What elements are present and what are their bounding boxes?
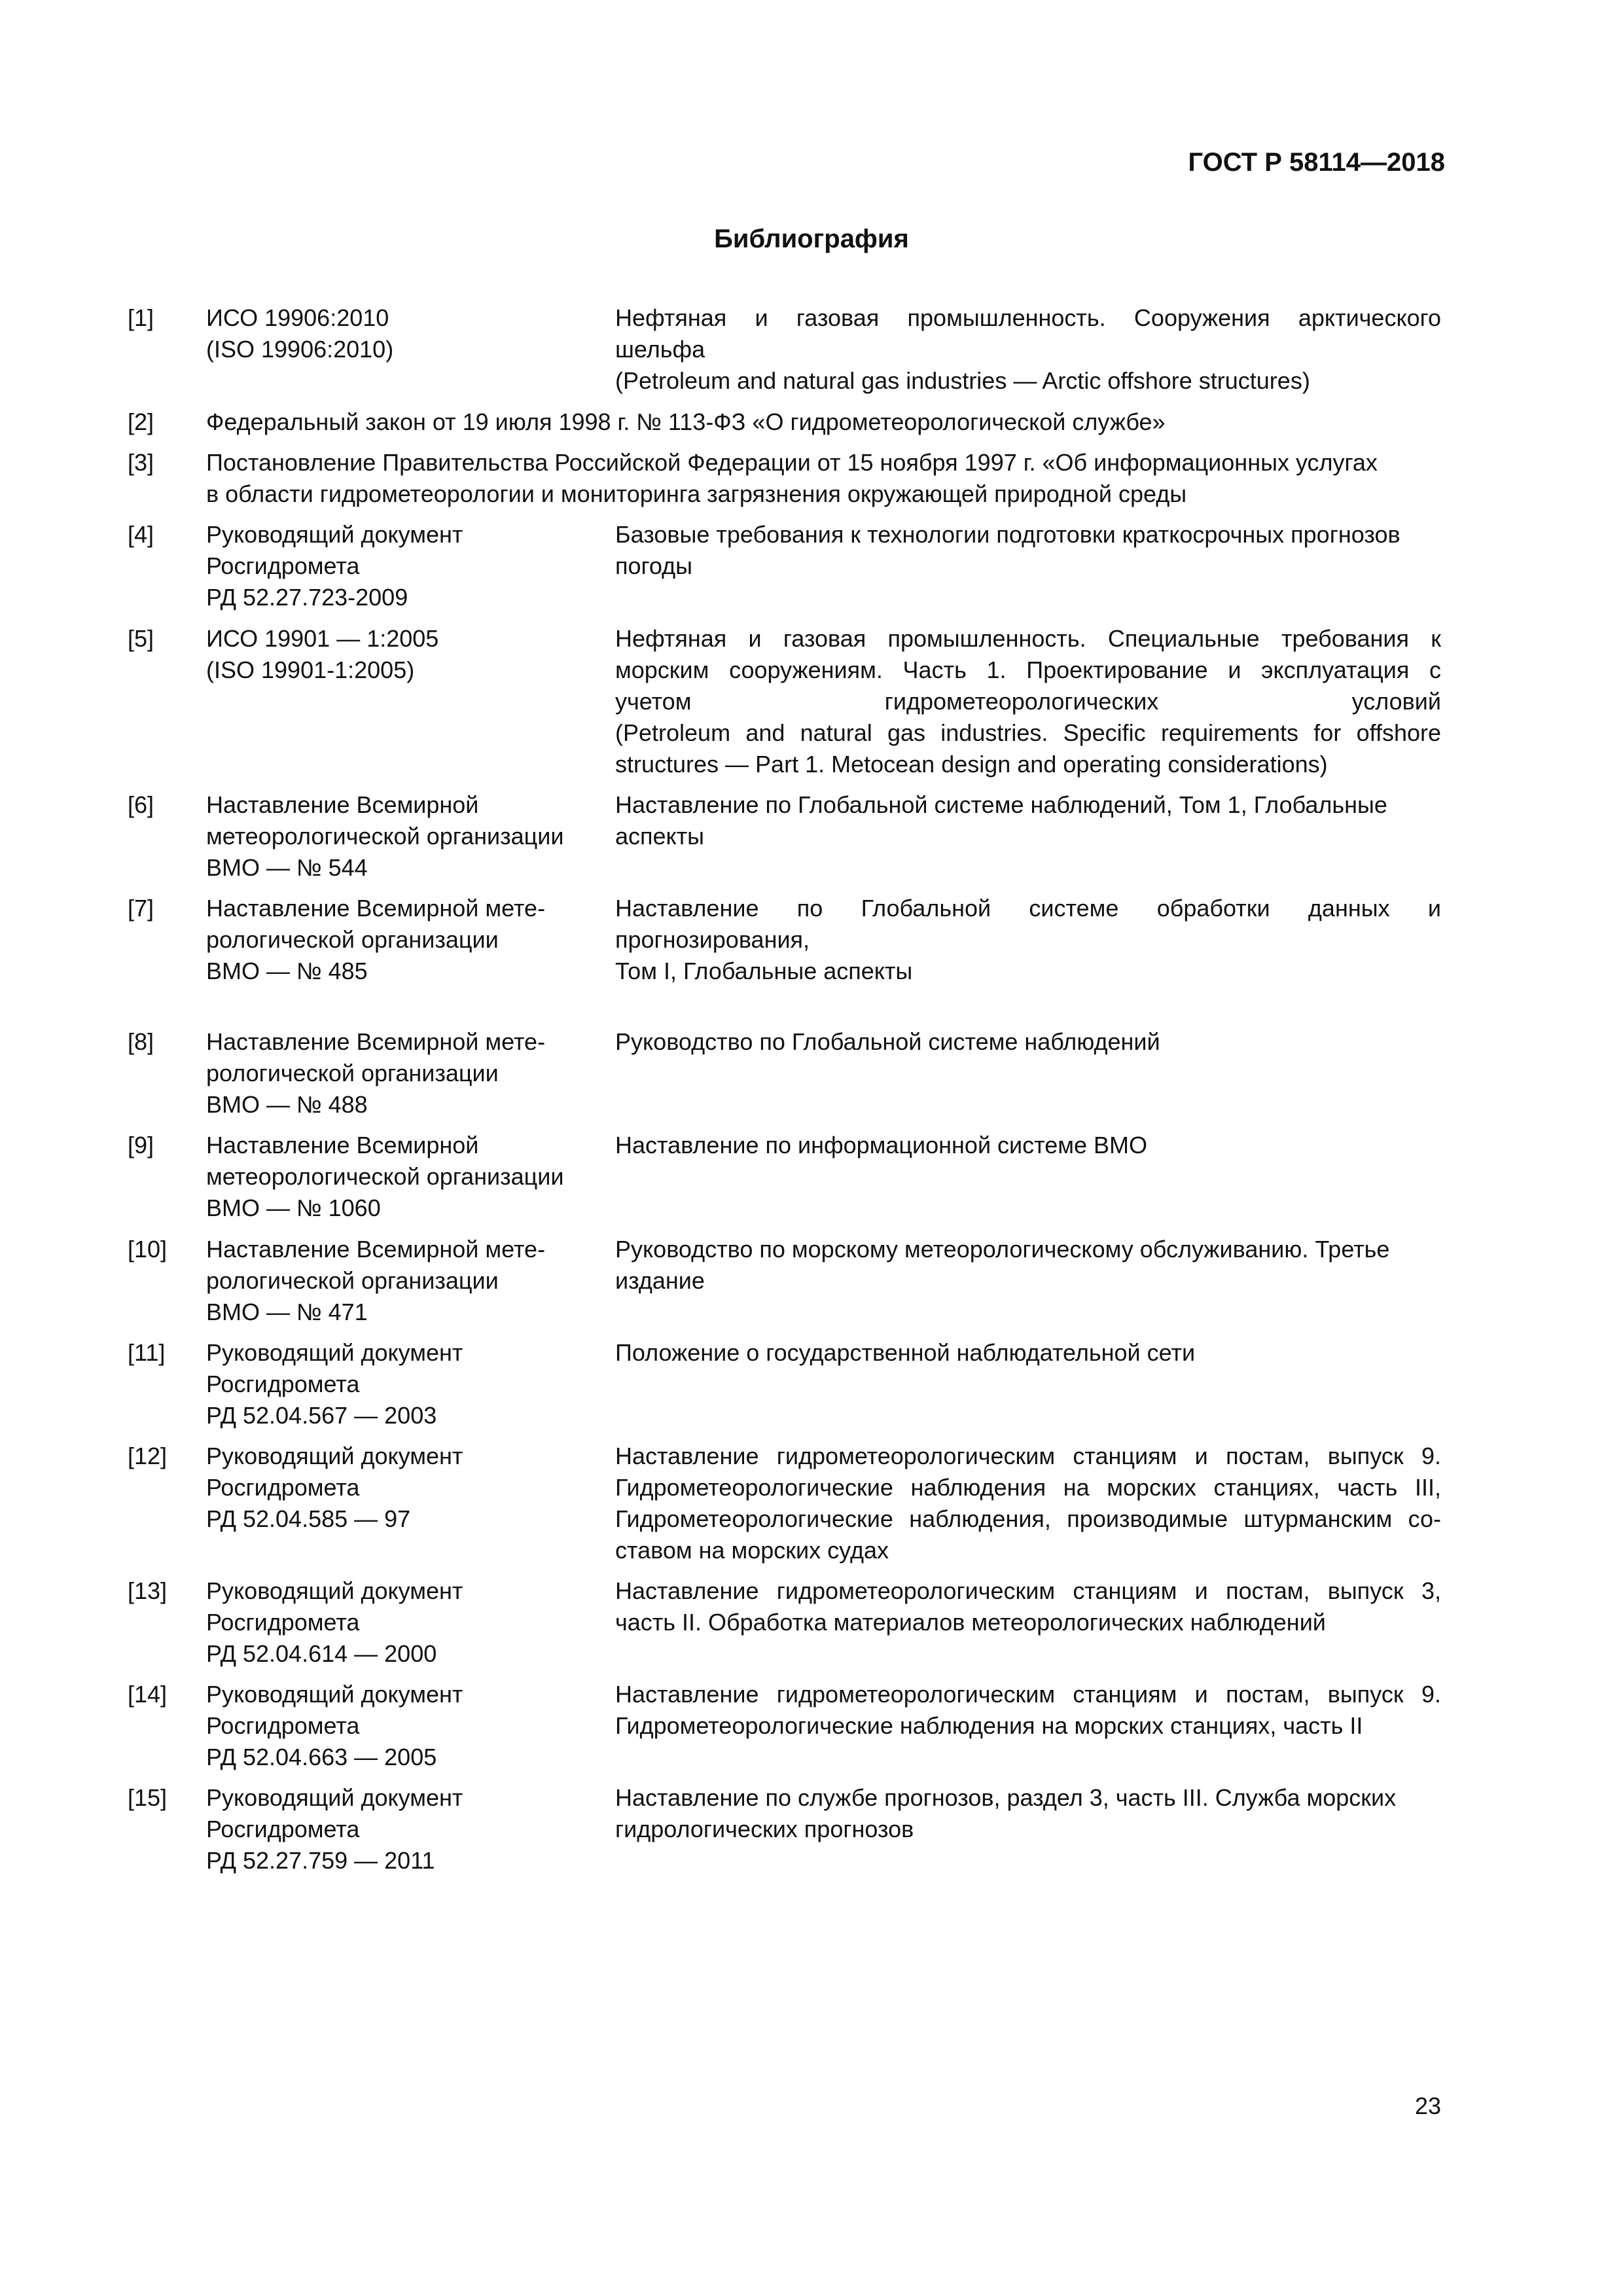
text-line: РД 52.04.567 — 2003 <box>206 1402 437 1429</box>
page-number: 23 <box>1414 2092 1441 2119</box>
text-line: ВМО — № 485 <box>206 958 368 984</box>
page-title: Библиография <box>714 224 909 253</box>
text-line: ВМО — № 1060 <box>206 1194 381 1221</box>
entry-source <box>206 1575 592 1670</box>
entry-source <box>206 1130 592 1224</box>
text-line: морским сооружениям. Часть 1. Проектирование и эксплуатация с <box>615 656 1441 683</box>
text-line: РД 52.27.759 — 2011 <box>206 1847 435 1874</box>
text-line: часть II. Обработка материалов метеорологических наблюдений <box>615 1609 1326 1636</box>
entry-number: [8] <box>128 1028 154 1055</box>
text-line: ВМО — № 471 <box>206 1299 368 1325</box>
entry-number: [5] <box>128 625 154 652</box>
text-line: (ISO 19906:2010) <box>206 336 394 363</box>
entry-description <box>615 1234 1441 1297</box>
text-line: учетом гидрометеорологических условий <box>615 688 1441 715</box>
entry-source <box>206 1782 592 1876</box>
text-line: Руководство по морскому метеорологическому обслуживанию. Третье <box>615 1236 1390 1263</box>
entry-description <box>615 1679 1441 1742</box>
text-line: ВМО — № 544 <box>206 854 368 881</box>
entry-number: [12] <box>128 1443 168 1469</box>
text-line: Гидрометеорологические наблюдения на морских станциях, часть III, <box>615 1474 1441 1501</box>
entry-source <box>206 1679 592 1773</box>
text-line: ВМО — № 488 <box>206 1091 368 1118</box>
text-line: Наставление Всемирной <box>206 791 479 818</box>
text-line: (Petroleum and natural gas industries — Arctic offshore structures) <box>615 367 1310 394</box>
entry-description <box>615 623 1441 780</box>
text-line: Росгидромета <box>206 1371 360 1397</box>
text-line: рологической организации <box>206 1060 499 1086</box>
entry-number: [13] <box>128 1577 168 1604</box>
entry-full-text <box>206 406 1441 438</box>
text-line: РД 52.04.614 — 2000 <box>206 1640 437 1667</box>
text-line: Наставление гидрометеорологическим станциям и постам, выпуск 3, <box>615 1577 1441 1604</box>
text-line: гидрологических прогнозов <box>615 1816 914 1842</box>
entry-number: [6] <box>128 791 154 818</box>
entry-source <box>206 1026 592 1121</box>
entry-number: [3] <box>128 449 154 476</box>
text-line: метеорологической организации <box>206 1163 564 1190</box>
entry-description <box>615 1782 1441 1845</box>
text-line: ставом на морских судах <box>615 1537 889 1564</box>
entry-source <box>206 302 592 365</box>
entry-description <box>615 519 1441 582</box>
text-line: рологической организации <box>206 926 499 953</box>
entry-number: [10] <box>128 1236 168 1263</box>
text-line: Базовые требования к технологии подготовки краткосрочных прогнозов <box>615 521 1400 548</box>
text-line: Нефтяная и газовая промышленность. Специальные требования к <box>615 625 1441 652</box>
entry-description <box>615 302 1441 397</box>
entry-full-text <box>206 447 1441 510</box>
text-line: Руководящий документ <box>206 1681 463 1708</box>
text-line: рологической организации <box>206 1267 499 1294</box>
text-line: Гидрометеорологические наблюдения, производимые штурманским со- <box>615 1505 1441 1532</box>
text-line: прогнозирования, <box>615 926 810 953</box>
text-line: ИСО 19901 — 1:2005 <box>206 625 439 652</box>
text-line: (Petroleum and natural gas industries. Specific requirements for offshore <box>615 719 1441 746</box>
text-line: Наставление Всемирной мете- <box>206 1236 546 1263</box>
text-line: Наставление по Глобальной системе наблюдений, Том 1, Глобальные <box>615 791 1387 818</box>
text-line: Росгидромета <box>206 1609 360 1636</box>
text-line: Постановление Правительства Российской Федерации от 15 ноября 1997 г. «Об информационных услугах <box>206 449 1378 476</box>
entry-description <box>615 1575 1441 1638</box>
text-line: ИСО 19906:2010 <box>206 304 389 331</box>
entry-description <box>615 1130 1441 1161</box>
entry-number: [9] <box>128 1132 154 1158</box>
text-line: Наставление Всемирной мете- <box>206 895 546 922</box>
text-line: Росгидромета <box>206 1816 360 1842</box>
text-line: метеорологической организации <box>206 823 564 850</box>
entry-source <box>206 789 592 884</box>
text-line: шельфа <box>615 336 705 363</box>
text-line: (ISO 19901-1:2005) <box>206 656 415 683</box>
text-line: Наставление гидрометеорологическим станциям и постам, выпуск 9. <box>615 1443 1441 1469</box>
entry-number: [1] <box>128 304 154 331</box>
entry-source <box>206 623 592 686</box>
text-line: аспекты <box>615 823 705 850</box>
entry-number: [14] <box>128 1681 168 1708</box>
text-line: structures — Part 1. Metocean design and operating considerations) <box>615 751 1328 778</box>
text-line: Том I, Глобальные аспекты <box>615 958 913 984</box>
text-line: в области гидрометеорологии и мониторинга загрязнения окружающей природной среды <box>206 480 1187 507</box>
text-line: Руководящий документ <box>206 1339 463 1366</box>
text-line: РД 52.04.663 — 2005 <box>206 1744 437 1770</box>
text-line: Росгидромета <box>206 552 360 579</box>
entry-description <box>615 1337 1441 1369</box>
text-line: Федеральный закон от 19 июля 1998 г. № 113-ФЗ «О гидрометеорологической службе» <box>206 408 1166 435</box>
text-line: Руководящий документ <box>206 1784 463 1811</box>
entry-source <box>206 1337 592 1431</box>
entry-number: [15] <box>128 1784 168 1811</box>
entry-description <box>615 893 1441 987</box>
entry-description <box>615 1441 1441 1566</box>
text-line: Руководящий документ <box>206 1443 463 1469</box>
text-line: издание <box>615 1267 705 1294</box>
entry-number: [4] <box>128 521 154 548</box>
text-line: РД 52.04.585 — 97 <box>206 1505 411 1532</box>
text-line: Руководство по Глобальной системе наблюдений <box>615 1028 1160 1055</box>
entry-number: [2] <box>128 408 154 435</box>
text-line: РД 52.27.723-2009 <box>206 584 408 611</box>
entry-number: [7] <box>128 895 154 922</box>
text-line: Росгидромета <box>206 1474 360 1501</box>
text-line: Руководящий документ <box>206 1577 463 1604</box>
text-line: Наставление Всемирной <box>206 1132 479 1158</box>
text-line: Гидрометеорологические наблюдения на морских станциях, часть II <box>615 1712 1363 1739</box>
text-line: Руководящий документ <box>206 521 463 548</box>
text-line: Наставление по службе прогнозов, раздел 3, часть III. Служба морских <box>615 1784 1397 1811</box>
entry-source <box>206 893 592 987</box>
entry-source <box>206 1234 592 1328</box>
text-line: Наставление гидрометеорологическим станциям и постам, выпуск 9. <box>615 1681 1441 1708</box>
text-line: Наставление по информационной системе ВМО <box>615 1132 1148 1158</box>
entry-description <box>615 789 1441 852</box>
entry-source <box>206 519 592 613</box>
entry-description <box>615 1026 1441 1058</box>
text-line: Наставление по Глобальной системе обработки данных и <box>615 895 1441 922</box>
text-line: Росгидромета <box>206 1712 360 1739</box>
entry-source <box>206 1441 592 1535</box>
document-code: ГОСТ Р 58114—2018 <box>1188 148 1445 177</box>
entry-number: [11] <box>128 1339 166 1366</box>
text-line: Положение о государственной наблюдательной сети <box>615 1339 1196 1366</box>
text-line: Наставление Всемирной мете- <box>206 1028 546 1055</box>
text-line: Нефтяная и газовая промышленность. Сооружения арктического <box>615 304 1441 331</box>
text-line: погоды <box>615 552 692 579</box>
